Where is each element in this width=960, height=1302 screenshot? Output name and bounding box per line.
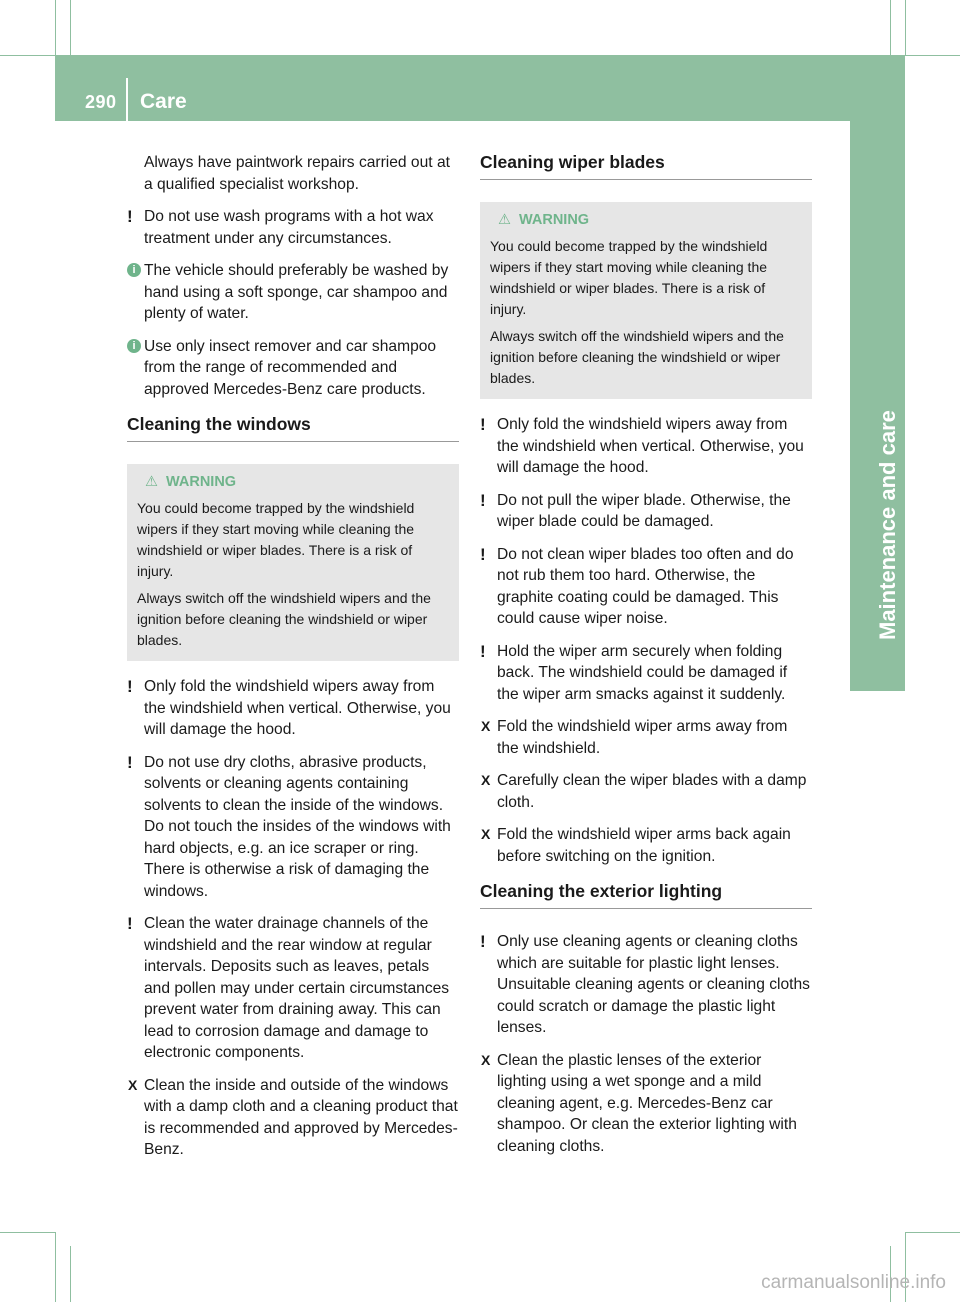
crop-mark <box>905 1232 960 1233</box>
note-item <box>127 913 459 1064</box>
side-tab-label: Maintenance and care <box>875 410 900 640</box>
crop-mark <box>0 55 55 56</box>
step-arrow-icon: X <box>481 772 491 788</box>
note-text: Only fold the windshield wipers away from the windshield when vertical. Otherwise, you will damage the hood. <box>497 416 804 476</box>
step-text: Clean the plastic lenses of the exterior lighting using a wet sponge and a mild cleaning agent, e.g. Mercedes-Benz car shampoo. Or clean the exterior lighting with cleaning cloths. <box>497 1051 797 1155</box>
exclamation-icon: ! <box>127 752 133 772</box>
step-arrow-icon: X <box>481 718 491 734</box>
warning-title-text: WARNING <box>519 212 590 228</box>
note-text: Only use cleaning agents or cleaning cloths which are suitable for plastic light lenses. Unsuitable cleaning agents or cleaning cloths could scratch or damage the plastic light lenses. <box>497 933 810 1036</box>
warning-box <box>480 202 812 399</box>
note-item <box>480 931 812 1039</box>
watermark: carmanualsonline.info <box>761 1272 946 1293</box>
intro-text: Always have paintwork repairs carried out at a qualified specialist workshop. <box>144 154 450 193</box>
warning-title <box>137 474 449 490</box>
section-heading: Cleaning wiper blades <box>480 152 812 180</box>
exclamation-icon: ! <box>480 932 486 951</box>
page-number: 290 <box>85 92 117 112</box>
crop-mark <box>0 1232 55 1233</box>
crop-mark <box>55 1232 56 1302</box>
step-arrow-icon: X <box>128 1076 138 1093</box>
note-text: Do not use dry cloths, abrasive products, solvents or cleaning agents containing solvents to clean the inside of the windows. Do not touch the insides of the windows with hard objects, e.g. an ice scraper or ring. There is otherwise a risk of damaging the windows. <box>144 753 451 900</box>
note-item <box>127 676 459 741</box>
step-item <box>127 1075 459 1161</box>
warning-triangle-icon: ⚠ <box>145 474 158 490</box>
note-item <box>480 641 812 706</box>
exclamation-icon: ! <box>480 641 486 661</box>
note-text: Do not use wash programs with a hot wax treatment under any circumstances. <box>144 208 434 247</box>
step-item <box>480 770 812 813</box>
note-text: Clean the water drainage channels of the windshield and the rear window at regular intervals. Deposits such as leaves, petals and pollen may under certain circumstances prevent water from draining away. This can lead to corrosion damage and damage to electronic components. <box>144 915 450 1061</box>
crop-mark <box>55 0 56 55</box>
note-item <box>480 414 812 479</box>
section-heading: Cleaning the exterior lighting <box>480 881 812 909</box>
warning-text: Always switch off the windshield wipers and the ignition before cleaning the windshield or wiper blades. <box>137 590 431 648</box>
section-title: Care <box>140 90 187 113</box>
exclamation-icon: ! <box>127 207 133 226</box>
info-icon: i <box>127 263 141 277</box>
warning-text: You could become trapped by the windshield wipers if they start moving while cleaning the windshield or wiper blades. There is a risk of injury. <box>490 238 768 317</box>
warning-text: Always switch off the windshield wipers and the ignition before cleaning the windshield or wiper blades. <box>490 328 784 386</box>
right-column <box>480 152 812 1168</box>
exclamation-icon: ! <box>480 490 486 510</box>
info-item <box>127 260 459 325</box>
warning-text: You could become trapped by the windshield wipers if they start moving while cleaning the windshield or wiper blades. There is a risk of injury. <box>137 500 415 579</box>
crop-mark <box>70 1246 71 1302</box>
note-item <box>127 752 459 903</box>
step-text: Fold the windshield wiper arms back again before switching on the ignition. <box>497 826 791 865</box>
step-item <box>480 716 812 759</box>
warning-box <box>127 464 459 661</box>
step-text: Carefully clean the wiper blades with a damp cloth. <box>497 772 807 811</box>
step-item <box>480 1050 812 1158</box>
note-text: Do not pull the wiper blade. Otherwise, the wiper blade could be damaged. <box>497 491 791 530</box>
crop-mark <box>905 55 960 56</box>
warning-title <box>490 212 802 228</box>
exclamation-icon: ! <box>127 914 133 933</box>
crop-mark <box>905 0 906 55</box>
info-text: Use only insect remover and car shampoo from the range of recommended and approved Mercedes-Benz care products. <box>144 337 437 398</box>
step-text: Clean the inside and outside of the windows with a damp cloth and a cleaning product that is recommended and approved by Mercedes-Benz. <box>144 1076 458 1158</box>
left-column <box>127 152 459 1172</box>
note-text: Hold the wiper arm securely when folding back. The windshield could be damaged if the wiper arm smacks against it suddenly. <box>497 642 788 703</box>
exclamation-icon: ! <box>127 677 133 696</box>
crop-mark <box>70 0 71 55</box>
step-text: Fold the windshield wiper arms away from the windshield. <box>497 718 788 757</box>
step-arrow-icon: X <box>481 1051 491 1068</box>
info-text: The vehicle should preferably be washed by hand using a soft sponge, car shampoo and plenty of water. <box>144 262 449 322</box>
exclamation-icon: ! <box>480 544 486 564</box>
exclamation-icon: ! <box>480 415 486 434</box>
note-item <box>480 544 812 630</box>
info-icon: i <box>127 339 141 353</box>
info-item <box>127 336 459 401</box>
warning-title-text: WARNING <box>166 474 237 490</box>
note-item <box>480 490 812 533</box>
section-heading: Cleaning the windows <box>127 414 459 442</box>
header-divider <box>126 78 128 121</box>
step-item <box>480 824 812 867</box>
note-text: Do not clean wiper blades too often and do not rub them too hard. Otherwise, the graphite coating could be damaged. This could cause wiper noise. <box>497 545 794 627</box>
warning-triangle-icon: ⚠ <box>498 212 511 228</box>
note-text: Only fold the windshield wipers away from the windshield when vertical. Otherwise, you will damage the hood. <box>144 678 451 738</box>
crop-mark <box>890 0 891 55</box>
step-arrow-icon: X <box>481 826 491 842</box>
note-item <box>127 206 459 249</box>
